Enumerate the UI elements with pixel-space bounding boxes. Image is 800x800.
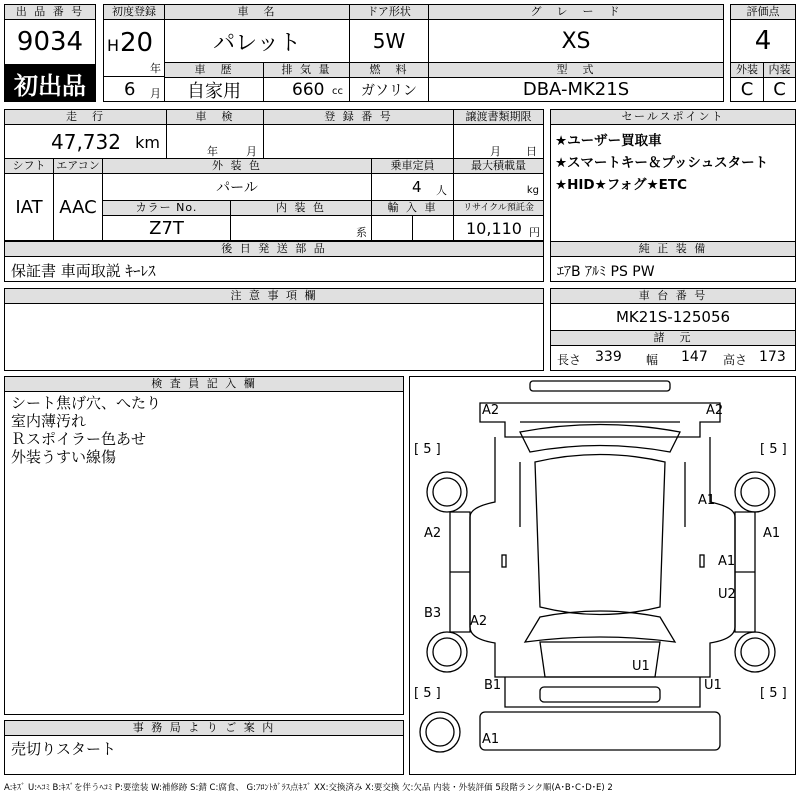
selling-point: ★ユーザー買取車 [555,133,662,149]
transfer-deadline [453,124,544,159]
transfer-day-unit: 日 [526,145,537,158]
body-outline [470,437,735,677]
door-type-label: ドア形状 [349,4,429,20]
max-load-unit: kg [526,185,539,196]
grade-label: グ レ ー ド [428,4,724,20]
shift: IAT [4,173,54,241]
length-label: 長さ [557,353,582,367]
recycle-label: リサイクル預託金 [453,200,544,216]
wheel-front-left-inner [433,638,461,666]
damage-mark: A1 [482,732,500,747]
import-value-b [412,215,454,241]
interior-color-label: 内 装 色 [230,200,372,216]
wheel-front-right-inner [741,638,769,666]
inspection-label: 車 検 [166,109,264,125]
damage-mark: A1 [718,554,736,569]
lot-number-label: 出 品 番 号 [4,4,96,20]
equipment: ｴｱB ｱﾙﾐ PS PW [550,256,796,282]
lot-number: 9034 [4,19,96,65]
grade: XS [428,19,724,63]
spare-wheel-inner [426,718,454,746]
interior-color [230,215,372,241]
width: 147 [681,349,708,365]
damage-diagram [409,376,796,775]
width-label: 幅 [646,353,659,367]
displacement-label: 排 気 量 [263,62,350,78]
capacity-value: 4 [412,178,422,196]
month: 6 [124,79,136,100]
car-name: パレット [164,19,350,63]
shift-label: シフト [4,158,54,174]
front-bumper-shape [540,687,660,702]
max-load-label: 最大積載量 [453,158,544,174]
year-unit: 年 [150,62,161,75]
capacity [371,173,454,201]
damage-mark: B3 [424,606,442,621]
interior-score-label: 内装 [763,62,796,78]
mirror-left [502,555,506,567]
mileage-label: 走 行 [4,109,167,125]
length: 339 [595,349,622,365]
displacement-value: 660 [292,80,325,100]
inspection-month-unit: 月 [246,145,257,158]
legend: A:ｷｽﾞ U:ﾍｺﾐ B:ｷｽﾞを伴うﾍｺﾐ P:要塗装 W:補修跡 S:錆 C:腐食、 G:ﾌﾛﾝﾄｶﾞﾗｽ点ｷｽﾞ XX:交換済み X:要交換 欠:欠品 内装・外装評価 5段階ランク順(A･B･C･D･E) 2 [4,783,613,793]
inspector-line: シート焦げ穴、へたり [11,394,162,412]
color-no-label: カラー No. [102,200,231,216]
chassis-label: 車 台 番 号 [550,288,796,304]
ac-label: エアコン [53,158,103,174]
era: H [107,36,120,55]
damage-mark: A2 [482,403,500,418]
import-label: 輸 入 車 [371,200,454,216]
exterior-score-label: 外装 [730,62,764,78]
equipment-label: 純 正 装 備 [550,241,796,257]
tire-rear-right: [ 5 ] [760,442,787,457]
interior-color-unit: 系 [356,226,367,239]
damage-mark: A2 [424,526,442,541]
damage-mark: U1 [704,678,722,693]
notes-label: 注 意 事 項 欄 [4,288,544,304]
height-label: 高さ [723,353,748,367]
interior-score: C [763,77,796,102]
recycle-unit: 円 [529,226,540,239]
mileage-unit: km [135,133,160,152]
selling-points [550,124,796,242]
displacement-unit: cc [332,86,343,97]
month-unit: 月 [150,87,161,100]
car-diagram-svg [410,377,795,774]
recycle-deposit [453,215,544,241]
plate-label: 登 録 番 号 [263,109,454,125]
first-registration-label: 初度登録 [103,4,165,20]
fuel: ガソリン [349,77,429,102]
plate-number [263,124,454,159]
year: 20 [120,28,154,58]
exterior-color-label: 外 装 色 [102,158,372,174]
later-parts-label: 後 日 発 送 部 品 [4,241,544,257]
rear-panel-shape [480,403,720,437]
first-registration-year [103,19,165,77]
history-label: 車 歴 [164,62,264,78]
office-label: 事 務 局 よ り ご 案 内 [4,720,404,736]
ac: AAC [53,173,103,241]
pillar-lines [520,462,685,527]
inspection-year-unit: 年 [207,145,218,158]
later-parts: 保証書 車両取説 ｷｰﾚｽ [4,256,544,282]
dimensions [550,345,796,371]
inspector-label: 検 査 員 記 入 欄 [4,376,404,392]
windshield-shape [525,611,675,642]
inspection-expiry [166,124,264,159]
height: 173 [759,349,786,365]
damage-mark: B1 [484,678,502,693]
chassis-number: MK21S-125056 [550,303,796,331]
inspector-line: 室内薄汚れ [11,412,87,430]
rear-bumper-shape [530,381,670,391]
selling-point: ★HID★フォグ★ETC [555,177,687,193]
tire-front-left: [ 5 ] [414,686,441,701]
history: 自家用 [164,77,264,102]
inspector-notes [4,391,404,715]
mirror-right [700,555,704,567]
first-listing-badge: 初出品 [4,64,96,102]
max-load [453,173,544,201]
mileage-value: 47,732 [51,130,121,154]
damage-mark: A2 [706,403,724,418]
damage-mark: U1 [632,659,650,674]
score: 4 [730,19,796,63]
color-no: Z7T [102,215,231,241]
model-label: 型 式 [428,62,724,78]
mileage [4,124,167,159]
first-registration-month [103,76,165,102]
capacity-unit: 人 [436,184,447,197]
exterior-score: C [730,77,764,102]
damage-mark: A1 [698,493,716,508]
transfer-deadline-label: 譲渡書類期限 [453,109,544,125]
office-note: 売切りスタート [4,735,404,775]
tire-front-right: [ 5 ] [760,686,787,701]
damage-mark: A2 [470,614,488,629]
cabin-shape [535,455,665,615]
displacement [263,77,350,102]
damage-mark: U2 [718,587,736,602]
exterior-color: パール [102,173,372,201]
model-code: DBA-MK21S [428,77,724,102]
inspector-line: 外装うすい線傷 [11,448,117,466]
wheel-rear-right-inner [741,478,769,506]
notes [4,303,544,371]
import-value-a [371,215,413,241]
wheel-rear-left-inner [433,478,461,506]
damage-mark: A1 [763,526,781,541]
car-name-label: 車 名 [164,4,350,20]
inspector-line: Ｒスポイラー色あせ [11,430,147,448]
capacity-label: 乗車定員 [371,158,454,174]
tire-rear-left: [ 5 ] [414,442,441,457]
score-label: 評価点 [730,4,796,20]
door-type: 5W [349,19,429,63]
selling-point: ★スマートキー＆プッシュスタート [555,155,769,171]
recycle-value: 10,110 [466,219,522,238]
rear-glass-shape [520,425,680,453]
fuel-label: 燃 料 [349,62,429,78]
dimensions-label: 諸 元 [550,330,796,346]
bottom-bumper-shape [480,712,720,750]
selling-points-label: セールスポイント [550,109,796,125]
transfer-month-unit: 月 [490,145,501,158]
